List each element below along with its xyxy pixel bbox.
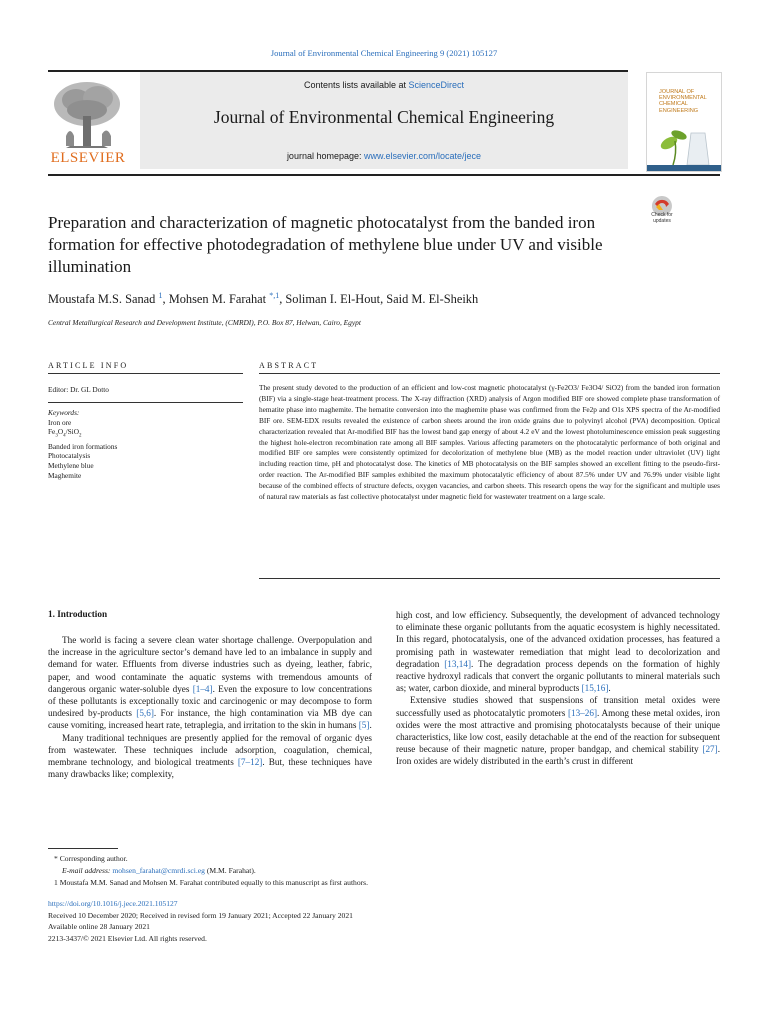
author-name[interactable]: Soliman I. El-Hout bbox=[285, 292, 381, 307]
keyword: Iron ore bbox=[48, 417, 72, 427]
body-text: . But, these techniques have many drawbacks like; complexity, bbox=[48, 757, 372, 780]
body-paragraph bbox=[396, 609, 720, 694]
keywords-block bbox=[48, 408, 243, 480]
publication-info bbox=[48, 898, 728, 944]
body-text: high cost, and low efficiency. Subsequently, the development of advanced technology to eliminate these organic pollutants from the aquatic ecosystem is highly necessitated. In this regard, photocatalysis, one of the advanced oxidation processes, has featured a promising path in wastewater remediation that might lead to decolorization and degradation bbox=[396, 610, 720, 669]
body-text: . The degradation process depends on the formation of highly reactive hydroxyl radicals that convert the organic pollutants to mineral materials such as; water, carbon dioxide, and mineral byproducts bbox=[396, 658, 720, 694]
keyword: Maghemite bbox=[48, 470, 82, 480]
sciencedirect-link[interactable]: ScienceDirect bbox=[408, 80, 465, 90]
email-suffix: (M.M. Farahat). bbox=[204, 866, 256, 875]
body-column-right bbox=[396, 609, 720, 768]
author-marker[interactable]: *,1 bbox=[269, 291, 280, 300]
abstract-rule bbox=[259, 373, 720, 374]
keyword: Banded iron formations bbox=[48, 441, 118, 451]
corresponding-author-note: * Corresponding author. bbox=[54, 854, 128, 863]
body-text: . Iron oxides are widely distributed in the earth’s crust in different bbox=[396, 744, 720, 767]
abstract-text: The present study devoted to the production of an efficient and low-cost magnetic photocatalyst (γ-Fe2O3/ Fe3O4/ SiO2) from the banded iron formation (BIF) via a single-stage heat-treatment process. The X-ray diffraction (XRD) analysis of Argon modified BIF ore showed complete phase transformation of hematite phase into maghemite. The hematite conversion into the maghemite phase was confirmed from the Fe2p and O1s XPS spectra of the Ar-modified BIF ore. SEM-EDX results revealed the existence of carbon sheets around the iron oxide grains due to polyvinyl alcohol (PVA) decomposition. Optical characterization revealed that Ar-modified BIF has the lowest band gap energy of about 4.2 eV and the lowest photoluminescence emission peak suggesting the highest hole-electron recombination rate among all BIF samples. Various affecting parameters on the photocatalytic performance of both original and modified BIF ore samples were consistently optimized for decolorization of methylene blue (MB) as the model reaction under ultraviolet (UV) light including reaction time, pH and photocatalyst dose. The kinetics of MB photocatalysis on the BIF samples showed an excellent fitting to the pseudo-first-order reaction. The Ar-modified BIF samples exhibited the maximum photocatalytic efficiency of about 87.5% under UV and 76.9% under visible light because of the combined effects of structure defects, oxygen vacancies, and carbon sheets. This research opens the way for the significant and multiple uses of natural raw materials as fast collective photocatalyst under magnetic field for wastewater treatment on a large scale. bbox=[259, 383, 720, 502]
homepage-line bbox=[140, 151, 628, 161]
article-history: Received 10 December 2020; Received in revised form 19 January 2021; Accepted 22 January 2021 bbox=[48, 910, 353, 920]
cover-title: JOURNAL OF ENVIRONMENTAL CHEMICAL ENGINEERING bbox=[659, 89, 707, 114]
available-online: Available online 28 January 2021 bbox=[48, 922, 150, 931]
citation-link[interactable]: [1–4] bbox=[192, 683, 213, 694]
keywords-rule bbox=[48, 402, 243, 403]
article-title: Preparation and characterization of magnetic photocatalyst from the banded iron formation for effective photodegradation of methylene blue under UV and visible illumination bbox=[48, 213, 603, 276]
author-name[interactable]: Moustafa M.S. Sanad bbox=[48, 292, 156, 307]
footnote-rule bbox=[48, 848, 118, 849]
citation-link[interactable]: [15,16] bbox=[581, 683, 609, 694]
body-text: . Among these metal oxides, iron oxides were the most attractive and promising photocatalysts because of their unique characteristics, like low cost, easily detachable at the end of the reaction for subsequent reuse because of their magnetic nature, proper bandgap, and chemical stability bbox=[396, 707, 720, 755]
article-info-heading: ARTICLE INFO bbox=[48, 361, 129, 370]
cover-plant-icon bbox=[647, 73, 721, 171]
email-link[interactable]: mohsen_farahat@cmrdi.sci.eg bbox=[112, 866, 205, 875]
body-text: Many traditional techniques are presently applied for the removal of organic dyes from wastewater. These techniques include adsorption, coagulation, chemical, membrane technology, and biological treatments bbox=[48, 732, 372, 768]
contents-prefix: Contents lists available at bbox=[303, 80, 409, 90]
doi-link[interactable]: https://doi.org/10.1016/j.jece.2021.105127 bbox=[48, 899, 178, 908]
footnotes bbox=[48, 853, 728, 889]
body-paragraph bbox=[48, 634, 372, 732]
citation-link[interactable]: [5,6] bbox=[136, 708, 154, 719]
journal-title: Journal of Environmental Chemical Engineering bbox=[213, 107, 555, 127]
keywords-label: Keywords: bbox=[48, 408, 80, 417]
author-separator: , bbox=[279, 292, 286, 307]
keyword: Methylene blue bbox=[48, 460, 94, 470]
equal-contribution-note: 1 Moustafa M.M. Sanad and Mohsen M. Farahat contributed equally to this manuscript as first authors. bbox=[54, 878, 369, 887]
masthead-bottom-rule bbox=[48, 174, 720, 176]
journal-cover-thumbnail[interactable] bbox=[646, 72, 722, 172]
section-heading-introduction: 1. Introduction bbox=[48, 609, 108, 619]
keyword: $Fe_3O_4/SiO_2$ bbox=[48, 427, 82, 439]
homepage-link[interactable]: www.elsevier.com/locate/jece bbox=[364, 151, 482, 161]
author-separator: , bbox=[162, 292, 169, 307]
body-text: . bbox=[608, 683, 611, 694]
author-list bbox=[48, 291, 728, 307]
copyright: 2213-3437/© 2021 Elsevier Ltd. All rights reserved. bbox=[48, 933, 207, 943]
keyword: Photocatalysis bbox=[48, 451, 91, 461]
body-paragraph bbox=[396, 694, 720, 767]
citation-link[interactable]: [13,14] bbox=[444, 658, 472, 669]
check-for-updates-label[interactable]: Check for updates bbox=[651, 212, 673, 224]
affiliation: Central Metallurgical Research and Development Institute, (CMRDI), P.O. Box 87, Helwan, Cairo, Egypt bbox=[48, 318, 361, 327]
homepage-prefix: journal homepage: bbox=[286, 151, 364, 161]
citation-link[interactable]: [7–12] bbox=[237, 757, 263, 768]
abstract-bottom-rule bbox=[259, 578, 720, 579]
editor-line: Editor: Dr. GL Dotto bbox=[48, 385, 109, 394]
publisher-logo-text[interactable]: ELSEVIER bbox=[50, 150, 126, 166]
author-name[interactable]: Said M. El-Sheikh bbox=[386, 292, 479, 307]
body-text: The world is facing a severe clean water shortage challenge. Overpopulation and the increase in the agriculture sector’s demand have led to an imbalance in supply and demand for water. Effluents from diverse industries such as dyeing, leather, fabric, paper, and wood contaminate the aquatic systems with tremendous amounts of dangerous organic water-soluble dyes bbox=[48, 635, 372, 694]
abstract-heading: ABSTRACT bbox=[259, 361, 319, 370]
body-column-left bbox=[48, 634, 372, 780]
body-text: . Even the exposure to low concentrations of these pollutants is exceptionally toxic and carcinogenic or may decompose to form undesired by-products bbox=[48, 683, 372, 719]
running-head[interactable]: Journal of Environmental Chemical Engineering 9 (2021) 105127 bbox=[270, 48, 498, 58]
article-info-rule bbox=[48, 373, 243, 374]
author-name[interactable]: Mohsen M. Farahat bbox=[168, 292, 267, 307]
body-text: . bbox=[369, 720, 372, 731]
body-text: Extensive studies showed that suspensions of transition metal oxides were successfully used as photocatalytic promoters bbox=[396, 695, 720, 718]
citation-link[interactable]: [5] bbox=[358, 720, 370, 731]
citation-link[interactable]: [13–26] bbox=[567, 707, 598, 718]
email-note bbox=[48, 865, 728, 877]
body-text: . For instance, the high contamination via MB dye can cause vomiting, increased heart rate, tetraplegia, and irritation to the skin in humans bbox=[48, 708, 372, 731]
author-marker[interactable]: 1 bbox=[158, 291, 163, 300]
citation-link[interactable]: [27] bbox=[702, 744, 718, 755]
contents-line bbox=[140, 80, 628, 90]
body-paragraph bbox=[48, 732, 372, 781]
author-separator: , bbox=[380, 292, 387, 307]
email-label: E-mail address: bbox=[62, 866, 113, 875]
